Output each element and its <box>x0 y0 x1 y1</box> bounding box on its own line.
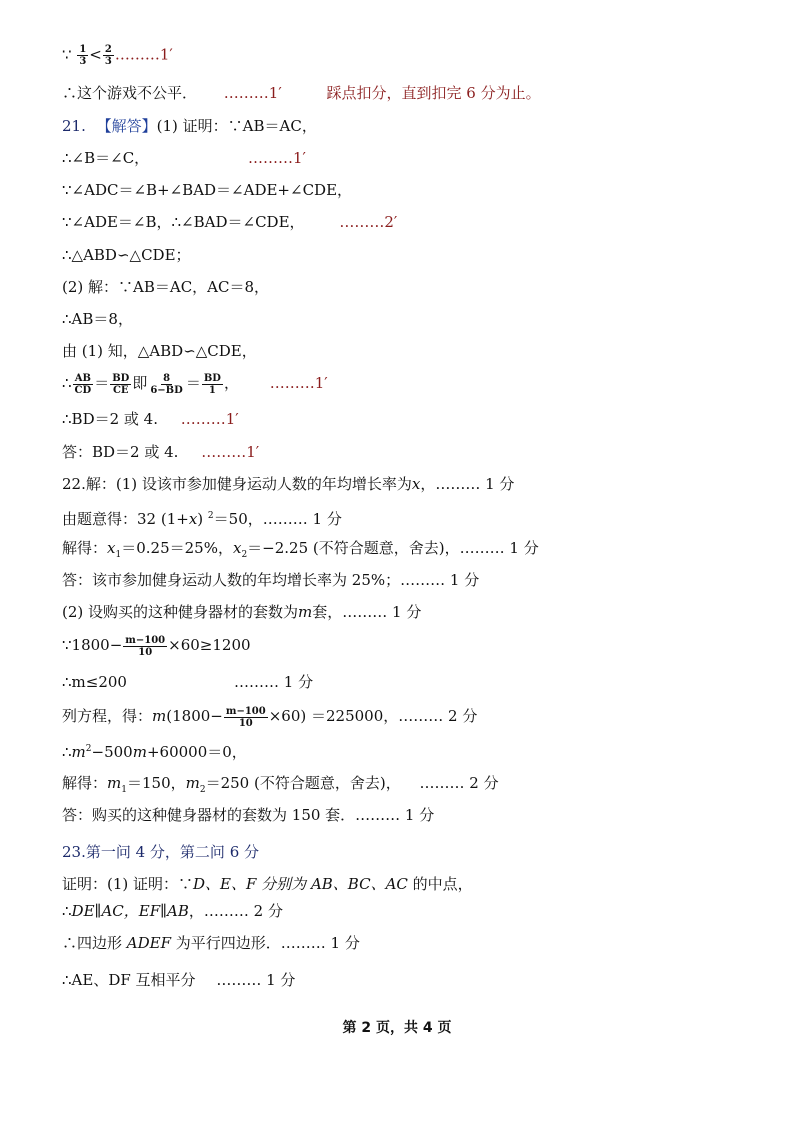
step-text: 为平行四边形．……… 1 分 <box>171 934 360 952</box>
step-text: ∴四边形 <box>62 934 127 952</box>
step-text: ∴△ABD∽△CDE； <box>62 246 191 264</box>
step-line-24 <box>62 805 434 825</box>
step-text-italic: ADEF <box>126 934 171 952</box>
score-mark: ………1′ <box>223 84 282 102</box>
step-text: ＝50，……… 1 分 <box>213 510 342 528</box>
step-text: ) <box>197 510 208 528</box>
step-text: 答：该市参加健身运动人数的年均增长率为 25%；……… 1 分 <box>62 571 480 589</box>
frac-den: CD <box>74 384 92 396</box>
score-mark: ………1′ <box>114 45 173 64</box>
step-line-3 <box>62 116 317 136</box>
score-mark: ………1′ <box>248 149 306 167</box>
step-text: ∴BD＝2 或 4. <box>62 410 158 428</box>
fraction-one-third <box>77 44 88 67</box>
fraction-two-thirds <box>103 44 114 67</box>
score-mark: ………1′ <box>201 443 260 461</box>
frac-num: BD <box>203 372 221 384</box>
answer-tag: 【解答】 <box>96 117 157 135</box>
subscript: 1 <box>121 785 127 795</box>
step-line-21 <box>62 701 477 731</box>
frac-num: m−100 <box>125 634 166 646</box>
step-line-2 <box>62 83 541 103</box>
step-text: ＝150， <box>126 774 186 792</box>
grading-note: 踩点扣分，直到扣完 6 分为止。 <box>326 84 541 102</box>
score-mark: ……… 1 分 <box>216 971 296 989</box>
fraction-ab-cd <box>73 373 94 396</box>
step-text: 的中点， <box>407 875 473 893</box>
step-text: ∴AE、DF 互相平分 <box>62 971 196 989</box>
therefore-symbol: ∴ <box>62 902 72 920</box>
frac-den: CE <box>112 384 129 396</box>
variable: m <box>71 743 86 761</box>
frac-den: 3 <box>79 56 87 67</box>
variable: x <box>107 539 116 557</box>
step-text: 证明：(1) 证明：∵ <box>62 875 194 893</box>
step-text-italic: DE∥AC，EF∥AB <box>71 902 189 920</box>
frac-den: 1 <box>208 384 216 396</box>
step-line-25 <box>62 842 259 862</box>
variable: x <box>232 539 242 557</box>
step-text: 答：购买的这种健身器材的套数为 150 套．……… 1 分 <box>62 806 435 824</box>
variable: m <box>152 707 167 725</box>
step-text: 即 <box>132 374 148 392</box>
step-line-11 <box>62 368 328 398</box>
score-mark: ………1′ <box>180 410 239 428</box>
question-number: 21. <box>62 117 86 135</box>
step-line-23 <box>62 773 499 800</box>
exponent: 2 <box>207 511 214 521</box>
step-text: 解得： <box>62 539 108 557</box>
step-line-10 <box>62 341 257 361</box>
therefore-symbol: ∴ <box>62 743 72 761</box>
frac-den: 10 <box>138 646 153 658</box>
step-line-6 <box>62 212 397 232</box>
step-text: 答：BD＝2 或 4. <box>62 443 179 461</box>
fraction-bd-1 <box>202 373 223 396</box>
step-line-28 <box>62 933 360 953</box>
variable: m <box>107 774 122 792</box>
variable: x <box>411 475 421 493</box>
step-text: ∴m≤200 <box>62 673 127 691</box>
step-line-29 <box>62 970 295 990</box>
equals-sign: ＝ <box>94 374 110 392</box>
step-text-italic: D、E、F 分别为 AB、BC、AC <box>193 875 408 893</box>
step-text: +60000＝0， <box>146 743 247 761</box>
variable: m <box>132 743 147 761</box>
step-text: (1) 证明：∵AB＝AC， <box>156 117 317 135</box>
fraction-m-100 <box>123 635 167 658</box>
step-text: (1800− <box>166 707 223 725</box>
step-line-1 <box>62 44 173 67</box>
step-line-27 <box>62 901 283 921</box>
step-text: 解得： <box>62 774 108 792</box>
less-than: < <box>89 45 102 64</box>
frac-den: 6−BD <box>150 384 183 396</box>
step-line-8 <box>62 277 269 297</box>
step-text: (2) 解：∵AB＝AC，AC＝8， <box>62 278 270 296</box>
variable: m <box>298 603 313 621</box>
step-text: 由题意得：32 (1+ <box>62 510 189 528</box>
step-text: ，……… 1 分 <box>420 475 515 493</box>
step-text: 由 (1) 知，△ABD∽△CDE， <box>62 342 257 360</box>
step-line-22 <box>62 739 247 762</box>
step-text: ＝250 (不符合题意，舍去)， <box>205 774 401 792</box>
frac-num: 8 <box>163 372 171 384</box>
step-text: ∵1800− <box>62 636 123 654</box>
step-text: 22.解：(1) 设该市参加健身运动人数的年均增长率为 <box>62 475 412 493</box>
step-line-13 <box>62 442 259 462</box>
step-text: ＝−2.25 (不符合题意，舍去)，……… 1 分 <box>247 539 539 557</box>
step-line-4 <box>62 148 306 168</box>
page-footer: 第 2 页，共 4 页 <box>342 1020 452 1036</box>
step-line-14 <box>62 474 514 494</box>
step-text: ∴AB＝8， <box>62 310 133 328</box>
frac-num: AB <box>74 372 91 384</box>
equals-sign: ＝ <box>185 374 201 392</box>
step-line-20 <box>62 672 314 692</box>
therefore-symbol: ∴ <box>62 374 72 392</box>
step-text: ∵∠ADE＝∠B，∴∠BAD＝∠CDE， <box>62 213 305 231</box>
step-line-17 <box>62 570 479 590</box>
score-mark: ……… 1 分 <box>234 673 314 691</box>
step-text: ×60) ＝225000，……… 2 分 <box>268 707 478 725</box>
frac-num: m−100 <box>225 705 266 717</box>
subscript: 2 <box>241 550 248 560</box>
step-text: −500 <box>91 743 133 761</box>
question-header: 23.第一问 4 分，第二问 6 分 <box>62 843 260 861</box>
variable: x <box>188 510 198 528</box>
step-line-12 <box>62 409 239 429</box>
subscript: 1 <box>115 550 122 560</box>
fraction-8-over <box>148 373 184 396</box>
step-text: ∴∠B＝∠C， <box>62 149 150 167</box>
score-mark: ………2′ <box>339 213 398 231</box>
step-text: 列方程，得： <box>62 707 153 725</box>
step-text: ∵∠ADC＝∠B+∠BAD＝∠ADE+∠CDE， <box>62 181 353 199</box>
step-text: 套，……… 1 分 <box>312 603 422 621</box>
exponent: 2 <box>85 744 92 754</box>
step-text: ＝0.25＝25%， <box>121 539 233 557</box>
frac-den: 10 <box>238 717 253 729</box>
score-mark: ………1′ <box>269 374 328 392</box>
step-line-7 <box>62 245 191 265</box>
step-line-15 <box>62 506 342 529</box>
fraction-bd-ce <box>110 373 131 396</box>
step-text: ×60≥1200 <box>168 636 251 654</box>
step-text: ， <box>223 374 239 392</box>
step-line-16 <box>62 538 539 565</box>
variable: m <box>185 774 200 792</box>
subscript: 2 <box>199 785 206 795</box>
frac-num: 1 <box>79 44 87 55</box>
step-line-26 <box>62 874 473 894</box>
step-line-5 <box>62 180 352 200</box>
fraction-m-100 <box>224 706 268 729</box>
frac-num: 2 <box>104 44 112 55</box>
score-mark: ……… 2 分 <box>419 774 499 792</box>
because-symbol: ∵ <box>62 45 72 64</box>
frac-den: 3 <box>104 56 112 67</box>
step-text: ，……… 2 分 <box>188 902 283 920</box>
step-line-18 <box>62 602 421 622</box>
step-text: ∴这个游戏不公平． <box>62 84 198 102</box>
step-text: (2) 设购买的这种健身器材的套数为 <box>62 603 299 621</box>
frac-num: BD <box>112 372 130 384</box>
step-line-19 <box>62 630 251 660</box>
step-line-9 <box>62 309 133 329</box>
